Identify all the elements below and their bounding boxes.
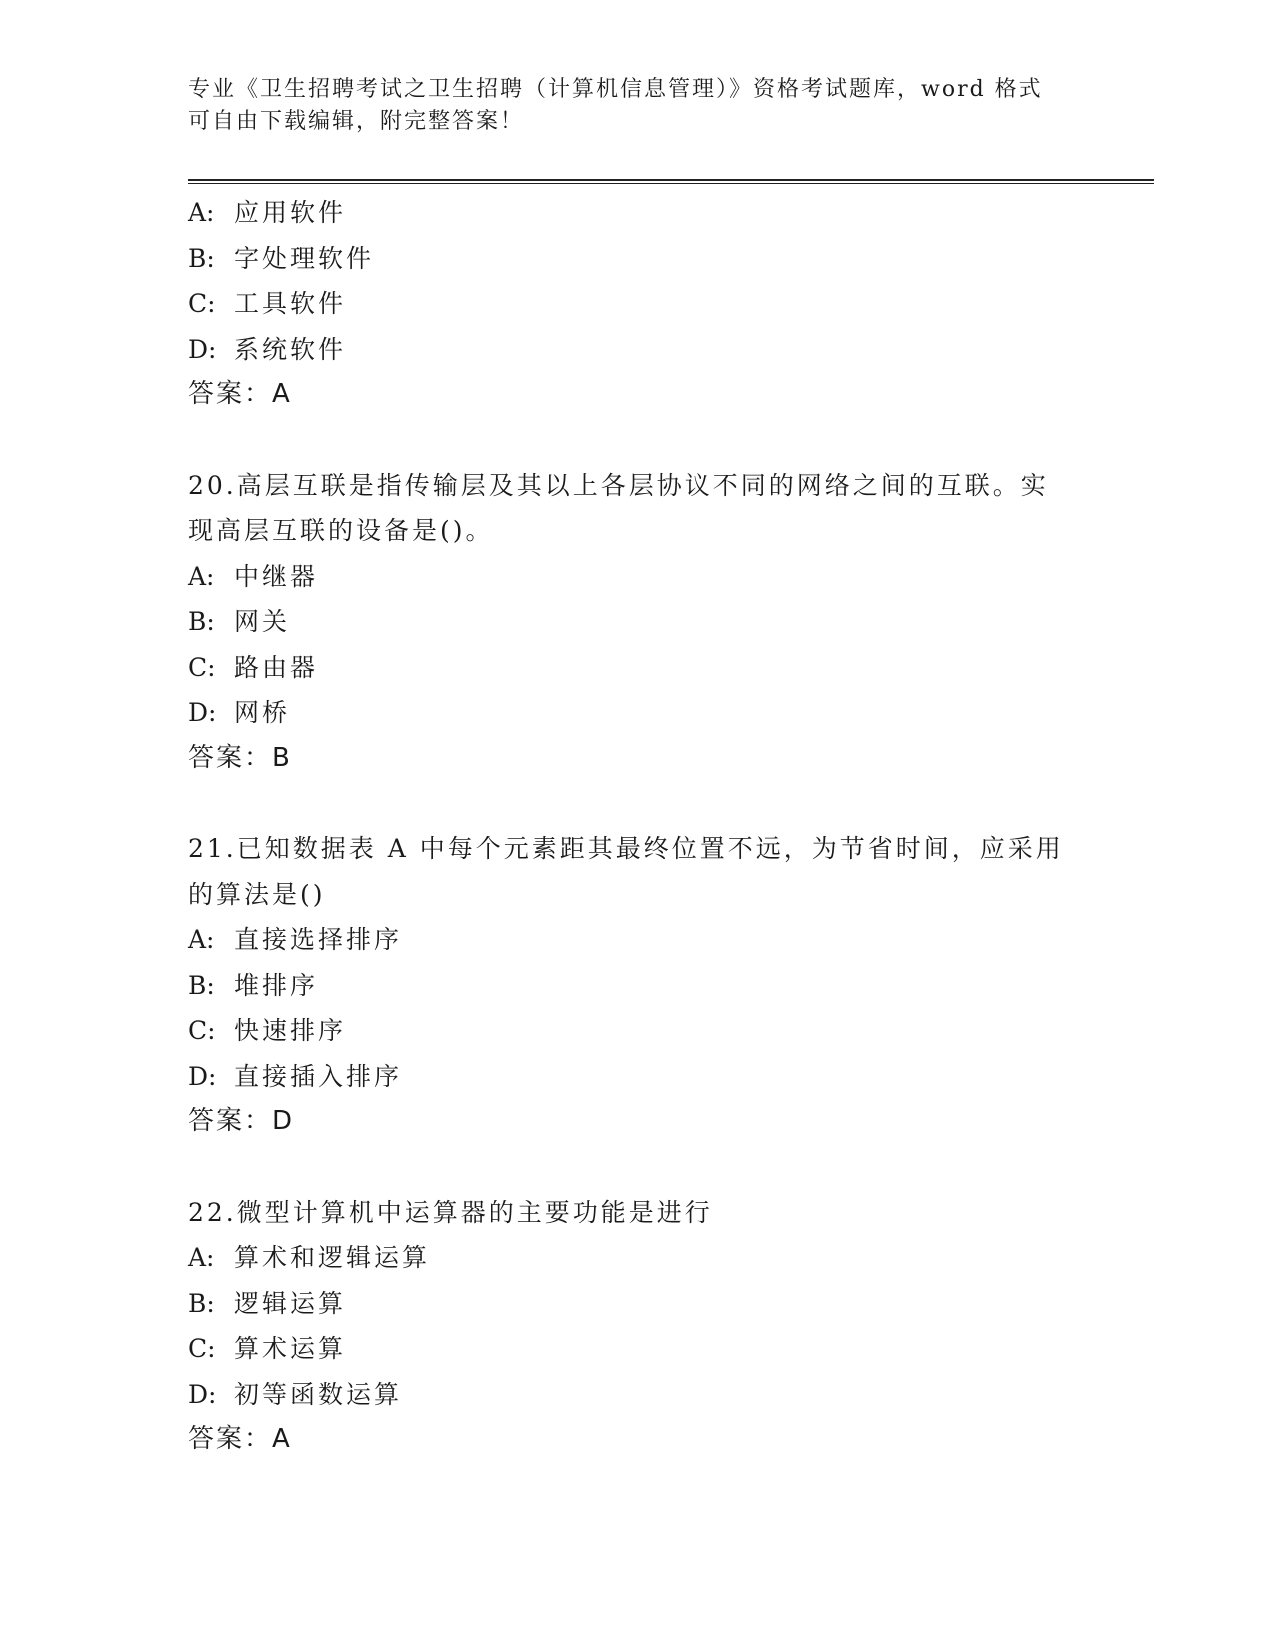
option-key: A: [188,198,215,227]
option-key: A: [188,925,215,954]
option-a [188,554,1088,600]
header-divider [188,179,1154,184]
option-c [188,645,1088,691]
option-c [188,281,1088,327]
option-key: B: [188,970,215,1000]
spacer [188,1145,1088,1190]
document-header [188,74,1068,138]
option-b [188,963,1088,1009]
option-c [188,1326,1088,1372]
option-key: D: [188,334,217,364]
question-text-line: 21.已知数据表 A 中每个元素距其最终位置不远，为节省时间，应采用 [188,834,1064,863]
header-line-1: 专业《卫生招聘考试之卫生招聘（计算机信息管理）》资格考试题库，word 格式 [188,77,1043,102]
option-text: 系统软件 [234,334,347,364]
question-text-line: 22.微型计算机中运算器的主要功能是进行 [188,1197,713,1227]
option-text: 初等函数运算 [234,1379,403,1409]
option-d [188,690,1088,736]
option-a [188,190,1088,236]
option-d [188,1372,1088,1418]
option-text: 堆排序 [234,970,319,1000]
option-text: 应用软件 [234,198,347,227]
option-text: 网关 [234,607,291,636]
answer-line: 答案：D [188,1106,295,1136]
option-text: 直接选择排序 [234,925,403,954]
option-b [188,1281,1088,1327]
option-text: 快速排序 [234,1016,347,1045]
option-d [188,1054,1088,1100]
option-key: D: [188,1061,217,1091]
question-20 [188,463,1088,782]
option-a [188,917,1088,963]
option-text: 算术和逻辑运算 [234,1243,431,1272]
option-key: B: [188,243,215,273]
answer-line: 答案：A [188,1424,292,1454]
spacer [188,418,1088,463]
option-b [188,236,1088,282]
answer-line: 答案：B [188,742,292,773]
header-line-2: 可自由下载编辑，附完整答案！ [188,109,525,134]
option-text: 网桥 [234,698,291,727]
option-key: C: [188,652,216,682]
option-key: C: [188,1334,216,1363]
option-key: D: [188,698,217,727]
option-text: 路由器 [234,652,319,682]
option-text: 工具软件 [234,289,347,318]
option-key: C: [188,289,216,318]
spacer [188,781,1088,826]
option-text: 直接插入排序 [234,1061,403,1091]
question-text-line: 的算法是() [188,879,326,909]
question-22 [188,1190,1088,1463]
question-19 [188,190,1088,418]
option-text: 逻辑运算 [234,1288,347,1318]
option-text: 中继器 [234,561,319,591]
option-key: B: [188,607,215,636]
option-b [188,599,1088,645]
option-key: C: [188,1016,216,1045]
question-text-line: 20.高层互联是指传输层及其以上各层协议不同的网络之间的互联。实 [188,470,1049,500]
option-text: 字处理软件 [234,243,375,273]
option-key: B: [188,1288,215,1318]
option-key: D: [188,1379,217,1409]
option-key: A: [188,561,215,591]
option-c [188,1008,1088,1054]
question-list [188,190,1088,1463]
option-a [188,1235,1088,1281]
option-text: 算术运算 [234,1334,347,1363]
option-key: A: [188,1243,215,1272]
option-d [188,327,1088,373]
answer-line: 答案：A [188,379,292,409]
question-21 [188,826,1088,1145]
question-text-line: 现高层互联的设备是()。 [188,516,494,545]
